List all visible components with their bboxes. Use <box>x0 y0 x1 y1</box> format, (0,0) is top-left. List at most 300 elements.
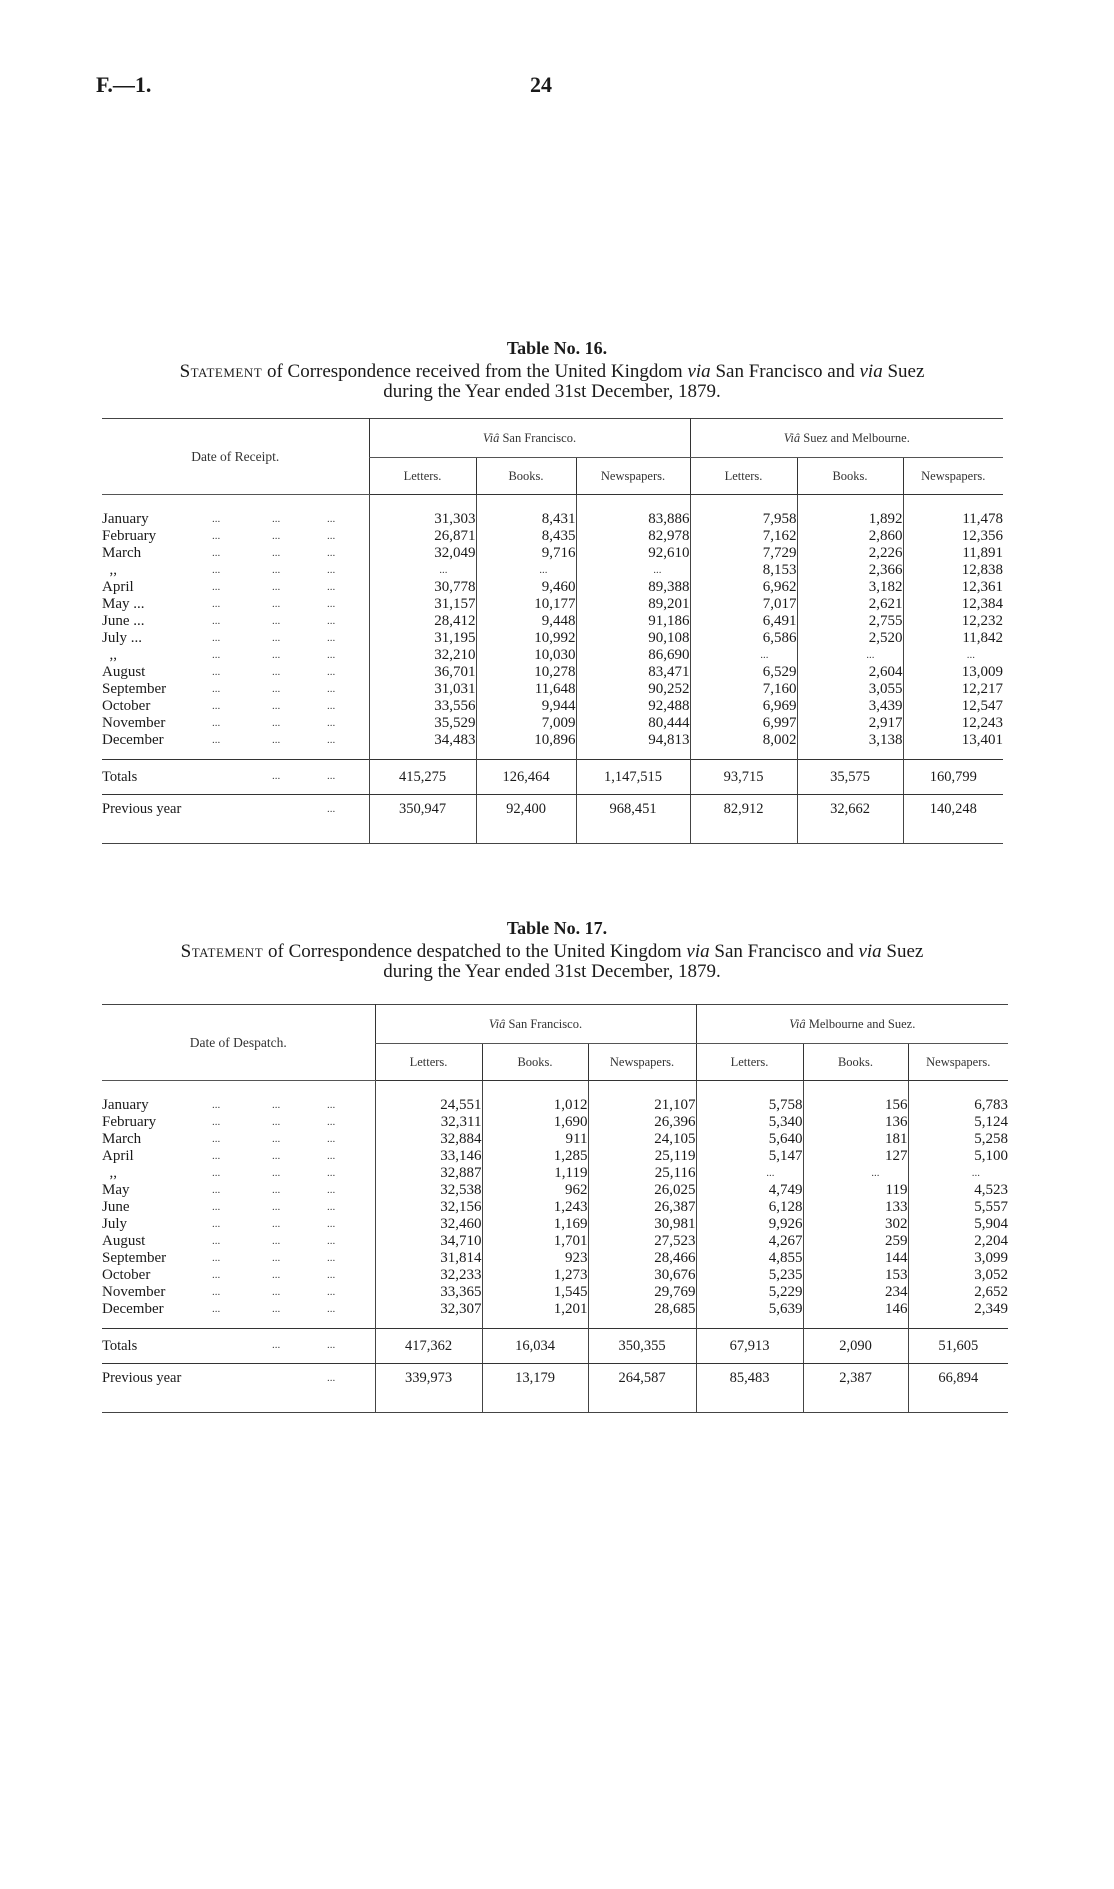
value-cell: 8,431 <box>476 511 576 528</box>
value-cell: 5,235 <box>696 1267 803 1284</box>
month-name: ,, <box>102 562 117 578</box>
table-row <box>102 1097 1008 1114</box>
leader-dots: ... <box>327 734 336 746</box>
month-name: ,, <box>102 1165 117 1181</box>
spacer-row <box>102 749 1003 760</box>
leader-dots: ... <box>272 734 281 746</box>
value-cell: 21,107 <box>588 1097 696 1114</box>
total-value: 415,275 <box>369 760 476 795</box>
total-value: 417,362 <box>375 1329 482 1364</box>
value-cell: 90,252 <box>576 681 690 698</box>
value-cell: 92,488 <box>576 698 690 715</box>
leader-dots: ... <box>327 632 336 644</box>
leader-dots: ... <box>327 1099 336 1111</box>
value-cell: 28,685 <box>588 1301 696 1318</box>
spacer-cell <box>102 495 369 512</box>
leader-dots: ... <box>327 1116 336 1128</box>
table-row <box>102 545 1003 562</box>
value-cell: 5,229 <box>696 1284 803 1301</box>
spacer-cell <box>908 1081 1008 1098</box>
value-cell: ... <box>576 562 690 579</box>
header-row-groups <box>102 419 1003 458</box>
value-cell: 32,460 <box>375 1216 482 1233</box>
value-cell: 5,124 <box>908 1114 1008 1131</box>
column-header-newspapers: Newspapers. <box>908 1044 1008 1081</box>
route-label: Suez and Melbourne. <box>800 430 910 445</box>
value-cell: 4,749 <box>696 1182 803 1199</box>
month-name: July <box>102 1216 128 1232</box>
caption-line-2: during the Year ended 31st December, 1879. <box>383 961 721 982</box>
value-cell: 6,529 <box>690 664 797 681</box>
value-cell: 2,366 <box>797 562 903 579</box>
value-cell: 32,307 <box>375 1301 482 1318</box>
month-name: December <box>102 1301 164 1317</box>
value-cell: 92,610 <box>576 545 690 562</box>
leader-dots: ... <box>272 700 281 712</box>
previous-year-value: 968,451 <box>576 795 690 832</box>
leader-dots: ... <box>327 1235 336 1247</box>
leader-dots: ... <box>327 581 336 593</box>
value-cell: 31,303 <box>369 511 476 528</box>
spacer-cell <box>482 1318 588 1329</box>
table-row <box>102 511 1003 528</box>
value-cell: 82,978 <box>576 528 690 545</box>
route-group-header <box>375 1005 696 1044</box>
value-cell: 24,105 <box>588 1131 696 1148</box>
spacer-cell <box>797 831 903 844</box>
value-cell: 10,177 <box>476 596 576 613</box>
totals-label-text: Totals <box>102 768 138 785</box>
value-cell: 24,551 <box>375 1097 482 1114</box>
value-cell: 7,958 <box>690 511 797 528</box>
leader-dots: ... <box>212 530 221 542</box>
total-value: 67,913 <box>696 1329 803 1364</box>
value-cell: 11,891 <box>903 545 1003 562</box>
previous-year-value: 350,947 <box>369 795 476 832</box>
spacer-cell <box>690 495 797 512</box>
month-label <box>102 1148 375 1165</box>
month-label <box>102 1114 375 1131</box>
value-cell: 2,349 <box>908 1301 1008 1318</box>
leader-dots: ... <box>327 770 336 782</box>
value-cell: 2,917 <box>797 715 903 732</box>
month-name: June ... <box>102 613 145 629</box>
via-label: Viâ <box>789 1016 806 1031</box>
value-cell: 9,716 <box>476 545 576 562</box>
table-16-title: Table No. 16. <box>506 338 608 358</box>
value-cell: 156 <box>803 1097 908 1114</box>
leader-dots: ... <box>212 1269 221 1281</box>
month-label <box>102 1216 375 1233</box>
value-cell: 5,758 <box>696 1097 803 1114</box>
caption-via: via <box>859 361 883 382</box>
leader-dots: ... <box>212 717 221 729</box>
spacer-cell <box>903 749 1003 760</box>
leader-dots: ... <box>272 683 281 695</box>
month-name: October <box>102 1267 151 1283</box>
spacer-cell <box>375 1081 482 1098</box>
value-cell: 89,201 <box>576 596 690 613</box>
leader-dots: ... <box>327 1303 336 1315</box>
value-cell: ... <box>476 562 576 579</box>
month-name: November <box>102 1284 166 1300</box>
month-label <box>102 1267 375 1284</box>
value-cell: 12,838 <box>903 562 1003 579</box>
previous-year-value: 82,912 <box>690 795 797 832</box>
value-cell: 1,243 <box>482 1199 588 1216</box>
value-cell: 5,340 <box>696 1114 803 1131</box>
value-cell: 8,153 <box>690 562 797 579</box>
month-label <box>102 579 369 596</box>
value-cell: 86,690 <box>576 647 690 664</box>
spacer-cell <box>369 495 476 512</box>
value-cell: ... <box>369 562 476 579</box>
month-label <box>102 1131 375 1148</box>
value-cell: 30,981 <box>588 1216 696 1233</box>
month-name: December <box>102 732 164 748</box>
table-row <box>102 1284 1008 1301</box>
month-label <box>102 562 369 579</box>
leader-dots: ... <box>272 530 281 542</box>
month-name: October <box>102 698 151 714</box>
leader-dots: ... <box>212 1133 221 1145</box>
value-cell: ... <box>797 647 903 664</box>
caption-lead: Statement <box>179 361 263 382</box>
value-cell: 5,258 <box>908 1131 1008 1148</box>
month-label <box>102 528 369 545</box>
page-number: 24 <box>530 72 552 97</box>
spacer-cell <box>102 749 369 760</box>
value-cell: 6,962 <box>690 579 797 596</box>
leader-dots: ... <box>272 1269 281 1281</box>
leader-dots: ... <box>327 683 336 695</box>
leader-dots: ... <box>327 1167 336 1179</box>
value-cell: 2,520 <box>797 630 903 647</box>
value-cell: 32,233 <box>375 1267 482 1284</box>
value-cell: 7,160 <box>690 681 797 698</box>
value-cell: ... <box>696 1165 803 1182</box>
via-label: Viâ <box>488 1016 506 1031</box>
value-cell: 12,217 <box>903 681 1003 698</box>
month-label <box>102 1182 375 1199</box>
month-name: January <box>102 1097 149 1113</box>
spacer-cell <box>576 831 690 844</box>
date-column-header: Date of Receipt. <box>102 419 369 495</box>
spacer-cell <box>696 1318 803 1329</box>
leader-dots: ... <box>327 1269 336 1281</box>
value-cell: 7,162 <box>690 528 797 545</box>
total-value: 350,355 <box>588 1329 696 1364</box>
header-row-groups <box>102 1005 1008 1044</box>
caption-via: via <box>687 361 711 382</box>
leader-dots: ... <box>327 513 336 525</box>
value-cell: 12,243 <box>903 715 1003 732</box>
value-cell: 13,009 <box>903 664 1003 681</box>
leader-dots: ... <box>327 717 336 729</box>
total-value: 35,575 <box>797 760 903 795</box>
value-cell: 12,232 <box>903 613 1003 630</box>
leader-dots: ... <box>327 1133 336 1145</box>
value-cell: 30,778 <box>369 579 476 596</box>
table-row <box>102 647 1003 664</box>
spacer-cell <box>908 1318 1008 1329</box>
value-cell: 3,099 <box>908 1250 1008 1267</box>
value-cell: 83,471 <box>576 664 690 681</box>
month-label <box>102 596 369 613</box>
value-cell: 9,448 <box>476 613 576 630</box>
column-header-newspapers: Newspapers. <box>588 1044 696 1081</box>
date-column-header: Date of Despatch. <box>102 1005 375 1081</box>
table-17 <box>102 1004 1008 1413</box>
leader-dots: ... <box>212 632 221 644</box>
table-16-caption <box>96 362 1008 402</box>
leader-dots: ... <box>212 564 221 576</box>
value-cell: 1,701 <box>482 1233 588 1250</box>
month-label <box>102 1301 375 1318</box>
leader-dots: ... <box>212 683 221 695</box>
leader-dots: ... <box>272 717 281 729</box>
value-cell: 80,444 <box>576 715 690 732</box>
leader-dots: ... <box>327 1150 336 1162</box>
value-cell: 12,361 <box>903 579 1003 596</box>
value-cell: 32,538 <box>375 1182 482 1199</box>
previous-year-value: 85,483 <box>696 1364 803 1401</box>
month-label <box>102 732 369 749</box>
value-cell: 11,478 <box>903 511 1003 528</box>
caption-via: via <box>858 941 882 962</box>
month-label <box>102 613 369 630</box>
leader-dots: ... <box>272 1150 281 1162</box>
caption-line-2: during the Year ended 31st December, 1879. <box>383 381 721 402</box>
previous-year-value: 32,662 <box>797 795 903 832</box>
value-cell: 33,365 <box>375 1284 482 1301</box>
spacer-cell <box>803 1081 908 1098</box>
column-header-letters: Letters. <box>696 1044 803 1081</box>
route-group-header <box>369 419 690 458</box>
value-cell: 25,116 <box>588 1165 696 1182</box>
total-value: 126,464 <box>476 760 576 795</box>
previous-year-value: 264,587 <box>588 1364 696 1401</box>
value-cell: ... <box>903 647 1003 664</box>
value-cell: 136 <box>803 1114 908 1131</box>
totals-row <box>102 760 1003 795</box>
leader-dots: ... <box>327 1201 336 1213</box>
leader-dots: ... <box>272 1303 281 1315</box>
leader-dots: ... <box>272 1099 281 1111</box>
previous-year-row <box>102 1364 1008 1401</box>
value-cell: 26,396 <box>588 1114 696 1131</box>
value-cell: 2,755 <box>797 613 903 630</box>
leader-dots: ... <box>272 1252 281 1264</box>
table-bottom-rule <box>102 1400 1008 1413</box>
table-row <box>102 698 1003 715</box>
value-cell: 1,012 <box>482 1097 588 1114</box>
value-cell: 10,992 <box>476 630 576 647</box>
leader-dots: ... <box>327 564 336 576</box>
table-row <box>102 1216 1008 1233</box>
spacer-cell <box>903 831 1003 844</box>
value-cell: 90,108 <box>576 630 690 647</box>
value-cell: 32,884 <box>375 1131 482 1148</box>
value-cell: 5,639 <box>696 1301 803 1318</box>
value-cell: 302 <box>803 1216 908 1233</box>
leader-dots: ... <box>212 581 221 593</box>
leader-dots: ... <box>272 547 281 559</box>
caption-text: Suez <box>881 941 924 962</box>
value-cell: 26,025 <box>588 1182 696 1199</box>
column-header-letters: Letters. <box>375 1044 482 1081</box>
value-cell: 28,412 <box>369 613 476 630</box>
table-row <box>102 630 1003 647</box>
value-cell: 32,311 <box>375 1114 482 1131</box>
table-row <box>102 1131 1008 1148</box>
leader-dots: ... <box>212 1218 221 1230</box>
leader-dots: ... <box>212 666 221 678</box>
column-header-letters: Letters. <box>690 458 797 495</box>
table-row <box>102 664 1003 681</box>
caption-lead: Statement <box>180 941 264 962</box>
value-cell: 7,729 <box>690 545 797 562</box>
month-name: February <box>102 1114 157 1130</box>
month-label <box>102 511 369 528</box>
leader-dots: ... <box>327 1372 336 1384</box>
previous-year-value: 66,894 <box>908 1364 1008 1401</box>
value-cell: 1,545 <box>482 1284 588 1301</box>
table-bottom-rule <box>102 831 1003 844</box>
value-cell: 12,547 <box>903 698 1003 715</box>
month-name: June <box>102 1199 130 1215</box>
caption-via: via <box>686 941 710 962</box>
value-cell: 1,169 <box>482 1216 588 1233</box>
value-cell: 11,842 <box>903 630 1003 647</box>
value-cell: 2,652 <box>908 1284 1008 1301</box>
month-name: August <box>102 664 146 680</box>
value-cell: 91,186 <box>576 613 690 630</box>
leader-dots: ... <box>212 1150 221 1162</box>
value-cell: 5,904 <box>908 1216 1008 1233</box>
month-label <box>102 681 369 698</box>
value-cell: 6,969 <box>690 698 797 715</box>
caption-text: San Francisco and <box>710 361 860 382</box>
leader-dots: ... <box>272 770 281 782</box>
month-label <box>102 1250 375 1267</box>
value-cell: 2,604 <box>797 664 903 681</box>
value-cell: 9,460 <box>476 579 576 596</box>
column-header-newspapers: Newspapers. <box>576 458 690 495</box>
leader-dots: ... <box>327 1286 336 1298</box>
value-cell: 3,052 <box>908 1267 1008 1284</box>
table-row <box>102 579 1003 596</box>
totals-label <box>102 760 369 795</box>
month-name: March <box>102 1131 142 1147</box>
leader-dots: ... <box>327 530 336 542</box>
value-cell: 127 <box>803 1148 908 1165</box>
spacer-cell <box>375 1318 482 1329</box>
spacer-row <box>102 495 1003 512</box>
value-cell: 32,210 <box>369 647 476 664</box>
column-header-books: Books. <box>476 458 576 495</box>
value-cell: 32,156 <box>375 1199 482 1216</box>
value-cell: 5,147 <box>696 1148 803 1165</box>
table-row <box>102 596 1003 613</box>
previous-year-value: 140,248 <box>903 795 1003 832</box>
leader-dots: ... <box>327 547 336 559</box>
value-cell: 7,009 <box>476 715 576 732</box>
previous-year-label <box>102 795 369 832</box>
leader-dots: ... <box>272 1184 281 1196</box>
table-row <box>102 1301 1008 1318</box>
column-header-letters: Letters. <box>369 458 476 495</box>
spacer-cell <box>102 1081 375 1098</box>
document-reference: F.—1. <box>96 72 152 97</box>
leader-dots: ... <box>272 1167 281 1179</box>
previous-year-value: 92,400 <box>476 795 576 832</box>
value-cell: 6,783 <box>908 1097 1008 1114</box>
value-cell: 30,676 <box>588 1267 696 1284</box>
table-17-caption <box>96 942 1008 982</box>
total-value: 1,147,515 <box>576 760 690 795</box>
spacer-cell <box>482 1081 588 1098</box>
leader-dots: ... <box>272 1339 281 1351</box>
total-value: 2,090 <box>803 1329 908 1364</box>
value-cell: 31,157 <box>369 596 476 613</box>
value-cell: 3,138 <box>797 732 903 749</box>
value-cell: 32,049 <box>369 545 476 562</box>
leader-dots: ... <box>212 598 221 610</box>
total-value: 160,799 <box>903 760 1003 795</box>
leader-dots: ... <box>212 1286 221 1298</box>
spacer-cell <box>102 1400 375 1413</box>
table-row <box>102 1233 1008 1250</box>
value-cell: 34,483 <box>369 732 476 749</box>
table-row <box>102 732 1003 749</box>
table-17-title: Table No. 17. <box>506 918 608 938</box>
spacer-cell <box>369 749 476 760</box>
value-cell: 1,273 <box>482 1267 588 1284</box>
leader-dots: ... <box>272 1133 281 1145</box>
via-label: Viâ <box>783 430 801 445</box>
leader-dots: ... <box>327 1339 336 1351</box>
table-row <box>102 613 1003 630</box>
leader-dots: ... <box>327 1184 336 1196</box>
spacer-cell <box>903 495 1003 512</box>
leader-dots: ... <box>212 1235 221 1247</box>
table-row <box>102 715 1003 732</box>
value-cell: 6,586 <box>690 630 797 647</box>
value-cell: 962 <box>482 1182 588 1199</box>
spacer-cell <box>690 749 797 760</box>
value-cell: 2,204 <box>908 1233 1008 1250</box>
value-cell: 1,119 <box>482 1165 588 1182</box>
value-cell: 1,892 <box>797 511 903 528</box>
month-name: February <box>102 528 157 544</box>
value-cell: 94,813 <box>576 732 690 749</box>
route-label: San Francisco. <box>499 430 577 445</box>
month-name: July ... <box>102 630 143 646</box>
value-cell: 34,710 <box>375 1233 482 1250</box>
leader-dots: ... <box>212 1303 221 1315</box>
spacer-cell <box>482 1400 588 1413</box>
leader-dots: ... <box>327 615 336 627</box>
month-label <box>102 698 369 715</box>
spacer-cell <box>369 831 476 844</box>
value-cell: 10,896 <box>476 732 576 749</box>
leader-dots: ... <box>327 803 336 815</box>
spacer-cell <box>588 1400 696 1413</box>
table-row <box>102 1250 1008 1267</box>
leader-dots: ... <box>327 1218 336 1230</box>
leader-dots: ... <box>272 1116 281 1128</box>
